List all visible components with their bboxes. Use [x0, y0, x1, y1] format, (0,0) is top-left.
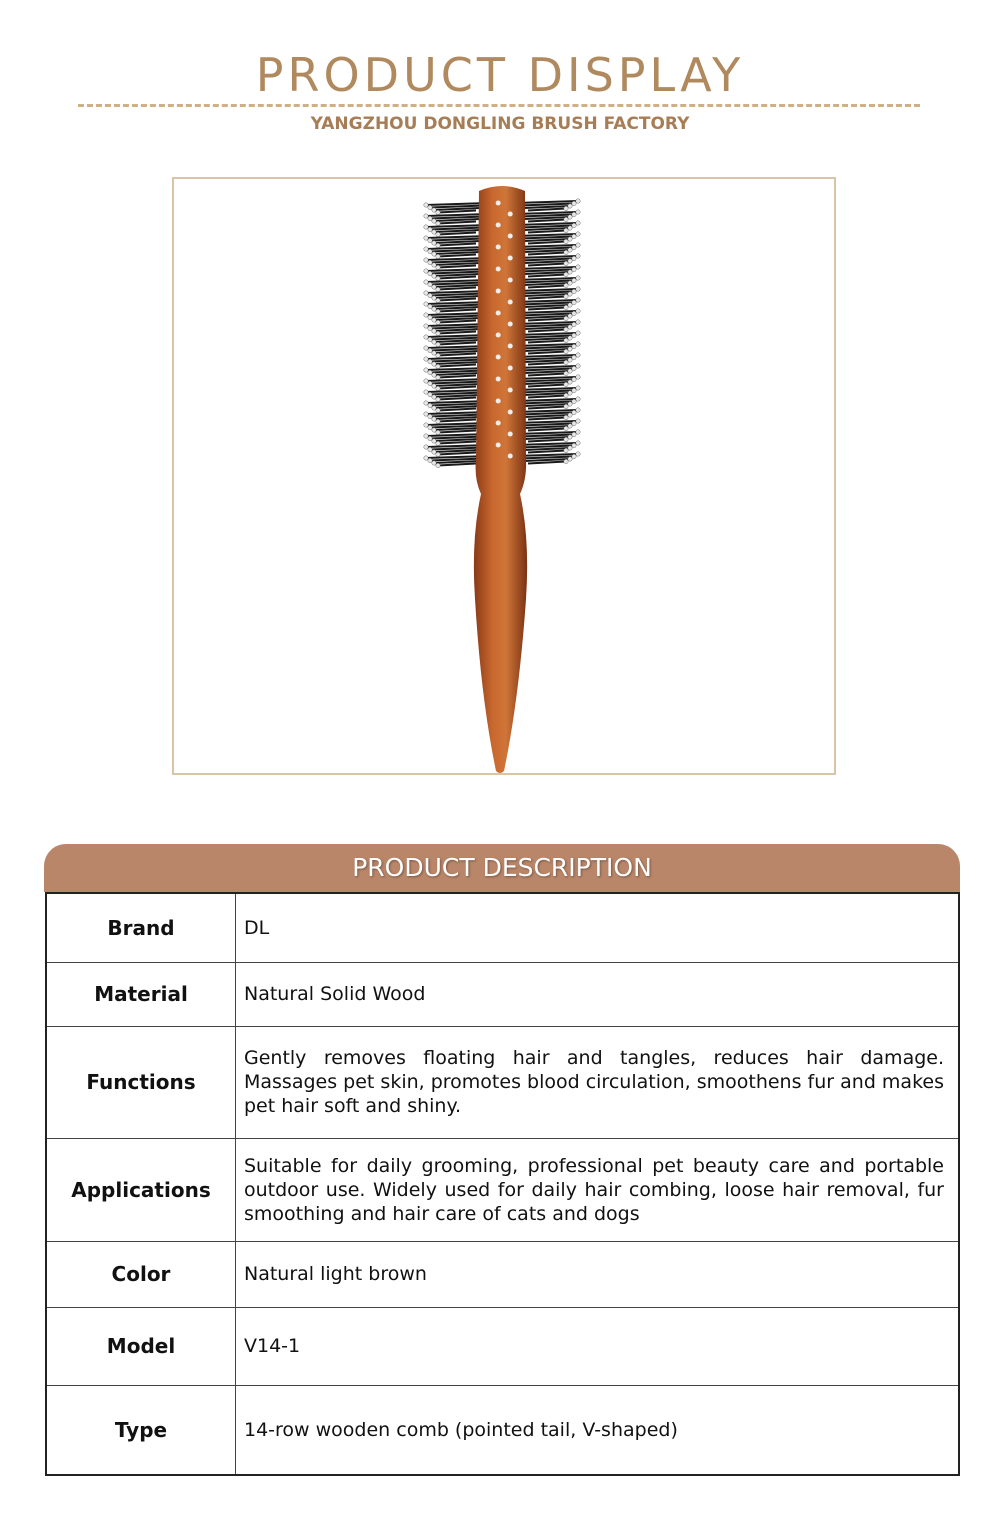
company-name: YANGZHOU DONGLING BRUSH FACTORY — [310, 114, 690, 134]
row-label: Brand — [46, 893, 236, 962]
row-value: 14-row wooden comb (pointed tail, V-shaped) — [236, 1385, 960, 1475]
table-row — [46, 893, 959, 962]
row-label: Functions — [46, 1026, 236, 1138]
row-value: V14-1 — [236, 1307, 960, 1385]
row-label: Type — [46, 1385, 236, 1475]
row-value: Gently removes floating hair and tangles, reduces hair damage. Massages pet skin, promotes blood circulation, smoothens fur and makes pet hair soft and shiny. — [236, 1026, 960, 1138]
table-row — [46, 1385, 959, 1475]
row-label: Applications — [46, 1138, 236, 1241]
page-title: PRODUCT DISPLAY — [255, 48, 745, 102]
product-photo-frame — [172, 177, 836, 775]
round-wooden-brush-image — [174, 179, 834, 773]
table-row — [46, 1241, 959, 1307]
table-row — [46, 962, 959, 1026]
row-value: Natural light brown — [236, 1241, 960, 1307]
table-row — [46, 1307, 959, 1385]
row-label: Color — [46, 1241, 236, 1307]
row-label: Material — [46, 962, 236, 1026]
spec-table — [45, 892, 960, 1476]
dashed-divider — [78, 104, 920, 107]
row-value: Suitable for daily grooming, professional pet beauty care and portable outdoor use. Widely used for daily hair combing, loose hair removal, fur smoothing and hair care of cats and dogs — [236, 1138, 960, 1241]
description-heading: PRODUCT DESCRIPTION — [44, 844, 960, 892]
row-label: Model — [46, 1307, 236, 1385]
row-value: DL — [236, 893, 960, 962]
row-value: Natural Solid Wood — [236, 962, 960, 1026]
table-row — [46, 1026, 959, 1138]
table-row — [46, 1138, 959, 1241]
